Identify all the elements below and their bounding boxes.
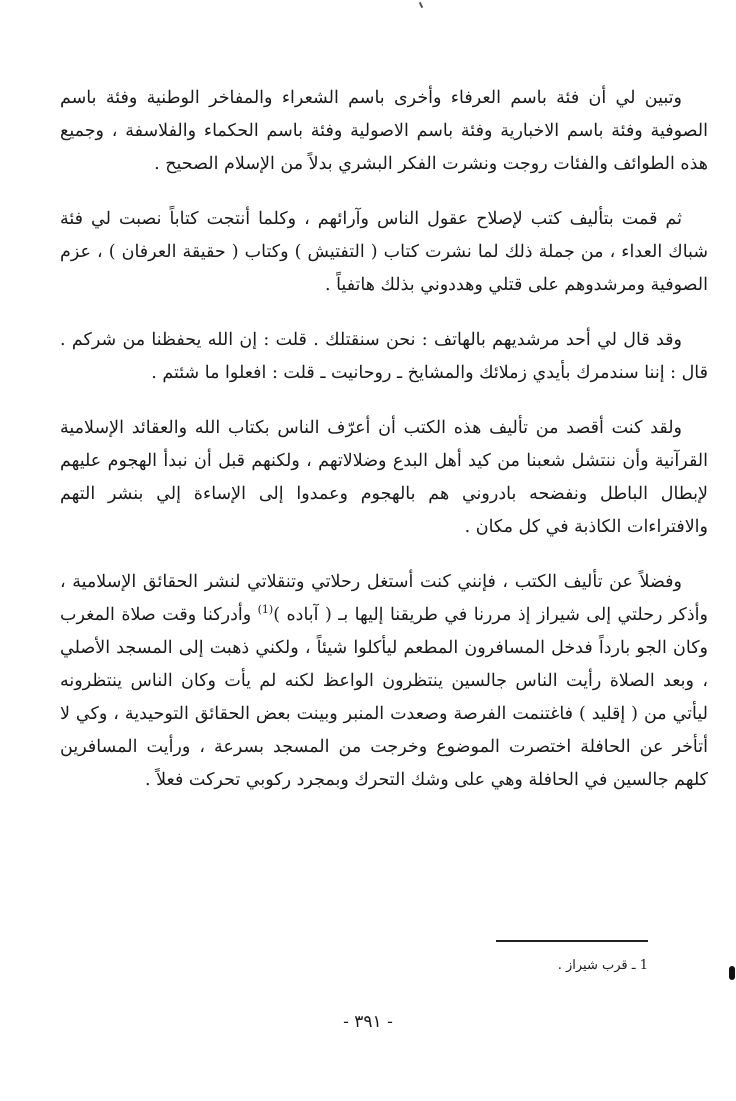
paragraph-5-part-1: وفضلاً عن تأليف الكتب ، فإنني كنت أستغل رحلاتي وتنقلاتي لنشر الحقائق الإسلامية ، وأذكر رحلتي إلى شيراز إذ مررنا في طريقنا إليها بـ ( آباده ): [60, 572, 708, 625]
paragraph-5: [60, 566, 708, 797]
footnote-reference: (1): [257, 603, 274, 617]
page-number: - ٣٩١ -: [343, 1012, 393, 1032]
scan-speck: [419, 2, 423, 8]
paragraph-4: ولقد كنت أقصد من تأليف هذه الكتب أن أعرّف الناس بكتاب الله والعقائد الإسلامية القرآنية وأن ننتشل شعبنا من كيد أهل البدع وضلالاتهم ، ولكنهم قبل أن نبدأ الهجوم عليهم لإبطال الباطل ونفضحه بادروني هم بالهجوم وعمدوا إلى الإساءة إلي بنشر التهم والافتراءات الكاذبة في كل مكان .: [60, 418, 708, 537]
body-text: [60, 82, 708, 797]
paragraph-2: ثم قمت بتأليف كتب لإصلاح عقول الناس وآرائهم ، وكلما أنتجت كتاباً نصبت لي فئة شباك العداء ، من جملة ذلك لما نشرت كتاب ( التفتيش ) وكتاب ( حقيقة العرفان ) ، عزم الصوفية ومرشدوهم على قتلي وهددوني بذلك هاتفياً .: [60, 209, 708, 295]
scan-edge-mark: [729, 966, 735, 980]
paragraph-3: وقد قال لي أحد مرشديهم بالهاتف : نحن سنقتلك . قلت : إن الله يحفظنا من شركم . قال : إننا سندمرك بأيدي زملائك والمشايخ ـ روحانيت ـ قلت : افعلوا ما شئتم .: [60, 330, 708, 383]
footnote: 1 ـ قرب شيراز .: [557, 958, 648, 973]
paragraph-5-part-2: وأدركنا وقت صلاة المغرب وكان الجو بارداً فدخل المسافرون المطعم ليأكلوا شيئاً ، ولكني ذهبت إلى المسجد الأصلي ، وبعد الصلاة رأيت الناس جالسين ينتظرون الواعظ لكنه لم يأت وكان الناس ينتظرونه ليأتي من ( إقليد ) فاغتنمت الفرصة وصعدت المنبر وبينت بعض الحقائق التوحيدية ، وكي لا أتأخر عن الحافلة اختصرت الموضوع وخرجت من المسجد بسرعة ، ورأيت المسافرين كلهم جالسين في الحافلة وهي على وشك التحرك وبمجرد ركوبي تحركت فعلاً .: [60, 605, 708, 790]
paragraph-1: وتبين لي أن فئة باسم العرفاء وأخرى باسم الشعراء والمفاخر الوطنية وفئة باسم الصوفية وفئة باسم الاخبارية وفئة باسم الاصولية وفئة باسم الحكماء والفلاسفة ، وجميع هذه الطوائف والفئات روجت ونشرت الفكر البشري بدلاً من الإسلام الصحيح .: [60, 88, 708, 174]
footnote-divider: [496, 940, 648, 942]
